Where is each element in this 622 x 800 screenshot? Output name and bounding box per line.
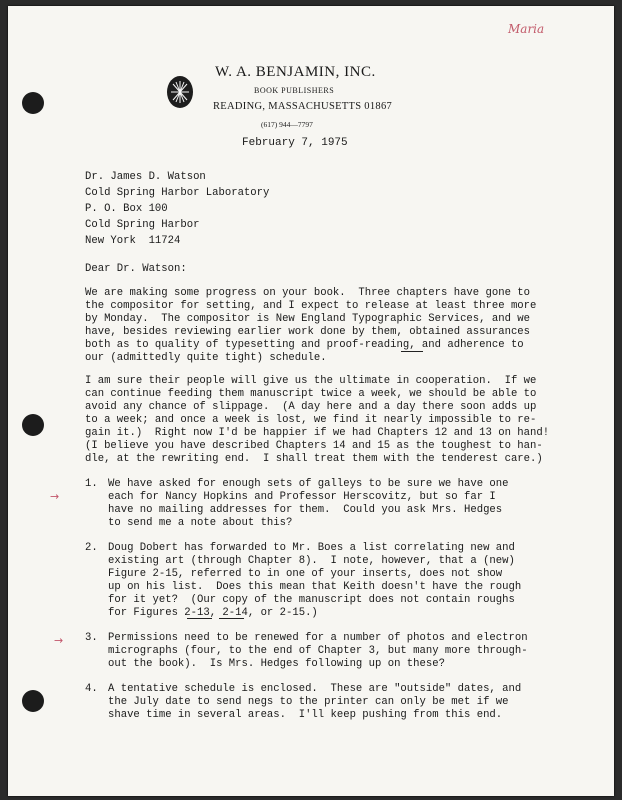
punch-hole — [22, 690, 44, 712]
text-line: I am sure their people will give us the ultimate in cooperation. If we — [85, 375, 537, 387]
text-line: by Monday. The compositor is New England Typographic Services, and we — [85, 313, 531, 325]
text-line: (I believe you have described Chapters 14 and 15 as the toughest to han- — [85, 440, 543, 452]
company-phone: (617) 944—7797 — [261, 120, 313, 129]
punch-hole — [22, 414, 44, 436]
letter-date: February 7, 1975 — [242, 137, 348, 149]
text-line: our (admittedly quite tight) schedule. — [85, 352, 327, 364]
text-line: to send me a note about this? — [108, 517, 293, 529]
text-line: Doug Dobert has forwarded to Mr. Boes a list correlating new and — [108, 542, 515, 554]
text-line: avoid any chance of slippage. (A day here and a day there soon adds up — [85, 401, 537, 413]
margin-arrow-icon: → — [50, 490, 60, 503]
text-line: to a week; and once a week is lost, we find it nearly impossible to re- — [85, 414, 537, 426]
text-line: can continue feeding them manuscript twice a week, we should be able to — [85, 388, 537, 400]
text-line: each for Nancy Hopkins and Professor Herscovitz, but so far I — [108, 491, 496, 503]
punch-hole — [22, 92, 44, 114]
handwritten-note: Maria — [508, 22, 545, 36]
recipient-line: Dr. James D. Watson — [85, 171, 206, 183]
recipient-line: Cold Spring Harbor — [85, 219, 200, 231]
text-line: both as to quality of typesetting and proof-reading, and adherence to — [85, 339, 524, 351]
text-line: up on his list. Does this mean that Keith doesn't have the rough — [108, 581, 522, 593]
text-line: We are making some progress on your book. Three chapters have gone to — [85, 287, 531, 299]
handwritten-underline — [187, 618, 212, 619]
publisher-logo — [167, 76, 193, 108]
text-line: gain it.) Right now I'd be happier if we had Chapters 12 and 13 on hand! — [85, 427, 550, 439]
salutation: Dear Dr. Watson: — [85, 263, 187, 275]
text-line: shave time in several areas. I'll keep pushing from this end. — [108, 709, 503, 721]
recipient-line: P. O. Box 100 — [85, 203, 168, 215]
text-line: micrographs (four, to the end of Chapter 3, but many more through- — [108, 645, 528, 657]
recipient-line: New York 11724 — [85, 235, 181, 247]
handwritten-underline — [219, 618, 244, 619]
text-line: out the book). Is Mrs. Hedges following up on these? — [108, 658, 445, 670]
text-line: have no mailing addresses for them. Could you ask Mrs. Hedges — [108, 504, 503, 516]
margin-arrow-icon: → — [54, 634, 64, 647]
company-subtitle: BOOK PUBLISHERS — [254, 86, 335, 95]
item-number: 4. — [85, 683, 98, 695]
company-name: W. A. BENJAMIN, INC. — [215, 64, 376, 80]
text-line: for Figures 2-13, 2-14, or 2-15.) — [108, 607, 318, 619]
text-line: for it yet? (Our copy of the manuscript does not contain roughs — [108, 594, 515, 606]
text-line: We have asked for enough sets of galleys to be sure we have one — [108, 478, 509, 490]
text-line: Figure 2-15, referred to in one of your inserts, does not show — [108, 568, 503, 580]
text-line: existing art (through Chapter 8). I note, however, that a (new) — [108, 555, 515, 567]
recipient-line: Cold Spring Harbor Laboratory — [85, 187, 270, 199]
text-line: Permissions need to be renewed for a number of photos and electron — [108, 632, 528, 644]
text-line: the compositor for setting, and I expect to release at least three more — [85, 300, 537, 312]
company-address: READING, MASSACHUSETTS 01867 — [213, 101, 393, 112]
letter-page — [8, 6, 614, 796]
text-line: A tentative schedule is enclosed. These are "outside" dates, and — [108, 683, 522, 695]
item-number: 1. — [85, 478, 98, 490]
handwritten-underline — [401, 351, 423, 352]
text-line: the July date to send negs to the printer can only be met if we — [108, 696, 509, 708]
item-number: 3. — [85, 632, 98, 644]
text-line: dle, at the rewriting end. I shall treat them with the tenderest care.) — [85, 453, 543, 465]
text-line: have, besides reviewing earlier work done by them, obtained assurances — [85, 326, 531, 338]
item-number: 2. — [85, 542, 98, 554]
